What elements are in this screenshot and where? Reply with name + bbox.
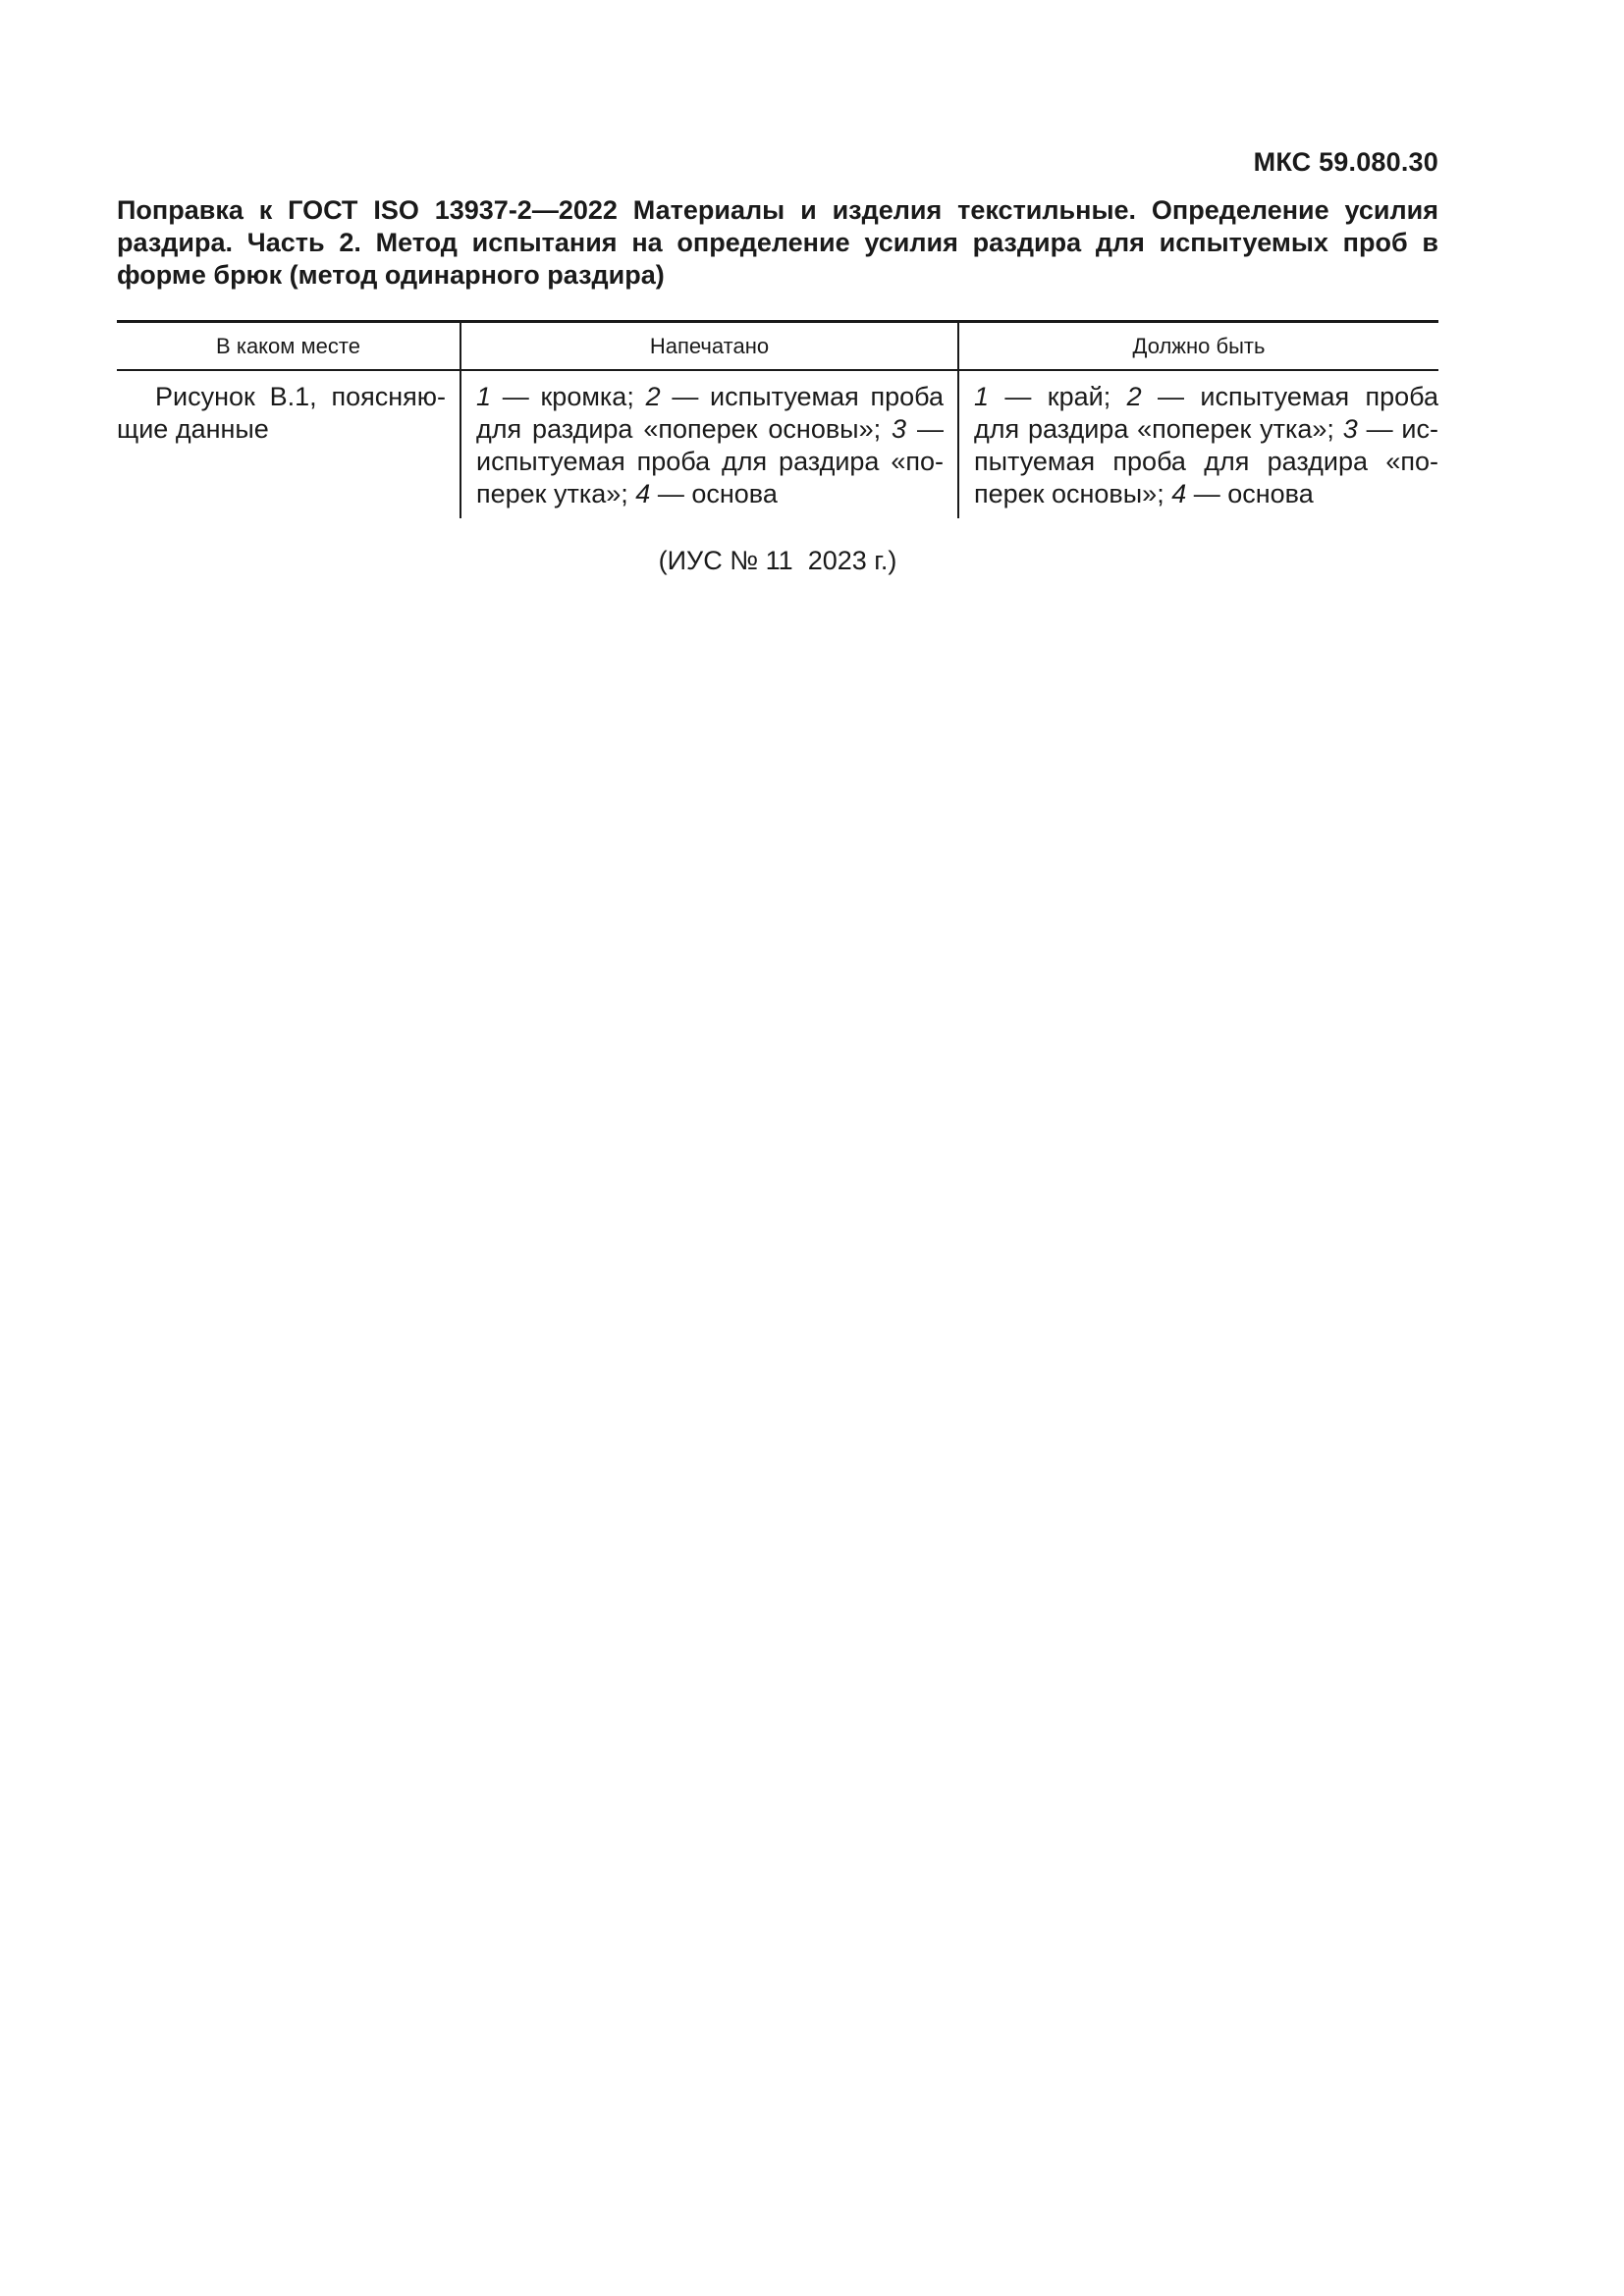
legend-number: 1 [974,382,990,411]
legend-text: — основа [650,479,778,508]
legend-number: 1 [476,382,492,411]
legend-text: — кромка; [491,382,646,411]
table-row [117,371,1438,518]
legend-text: — испытуемая проба для раздира «поперек основы»; [476,382,944,444]
publication-reference: (ИУС № 11 2023 г.) [658,546,897,575]
legend-text: — ис-пытуемая проба для раздира «по-перек основы»; [974,414,1438,508]
header-should-be: Должно быть [957,323,1438,369]
table-header-row [117,323,1438,371]
legend-text: — испытуемая проба для раздира «поперек утка»; [974,382,1438,444]
legend-number: 3 [892,414,907,444]
classification-code: МКС 59.080.30 [1253,147,1438,177]
header-location: В каком месте [216,333,360,358]
legend-number: 4 [635,479,651,508]
legend-number: 2 [1126,382,1142,411]
legend-number: 4 [1171,479,1187,508]
cell-location: Рисунок В.1, поясняю-щие данные [117,382,446,444]
legend-text: — испытуемая проба для раздира «по-перек утка»; [476,414,944,508]
legend-text: — основа [1186,479,1314,508]
header-printed: Напечатано [460,323,957,369]
legend-number: 3 [1342,414,1358,444]
amendment-table [117,320,1438,518]
document-title: Поправка к ГОСТ ISO 13937-2—2022 Материалы и изделия текстильные. Определение усилия раздира. Часть 2. Метод испытания на определение усилия раздира для испытуемых проб в форме брюк (метод одинарного раздира) [117,195,1438,290]
legend-text: — край; [989,382,1127,411]
legend-number: 2 [645,382,661,411]
cell-printed [460,371,957,518]
cell-should-be [957,371,1438,518]
